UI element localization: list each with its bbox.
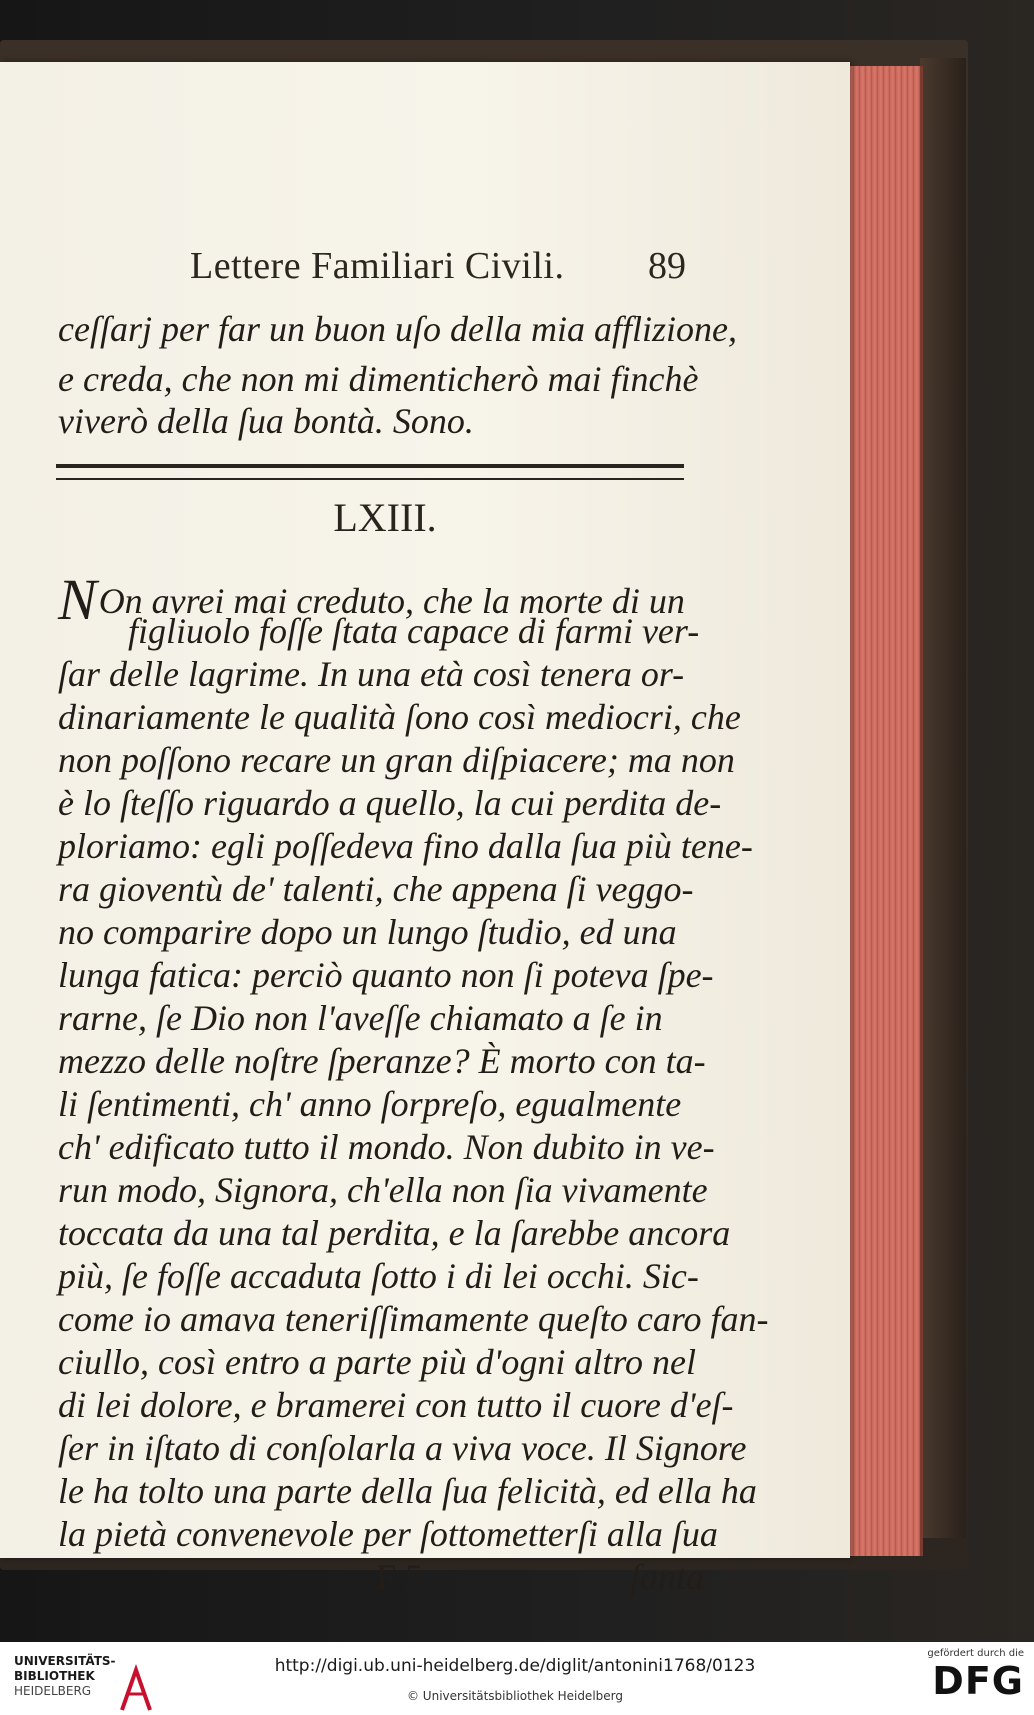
drop-cap: N bbox=[58, 567, 97, 632]
first-line-text: On avrei mai creduto, che la morte di un bbox=[98, 581, 685, 621]
text-line: mezzo delle noſtre ſperanze? È morto con ta- bbox=[58, 1041, 706, 1081]
text-line: come io amava teneriſſimamente queſto caro fan- bbox=[58, 1299, 769, 1339]
signature-mark: F 5 bbox=[376, 1557, 424, 1597]
dfg-logo-icon: DFG bbox=[932, 1659, 1024, 1703]
text-line: figliuolo foſſe ſtata capace di farmi ver- bbox=[128, 611, 700, 651]
book-spine-edge bbox=[920, 58, 966, 1538]
running-head bbox=[0, 244, 850, 294]
logo-text-line: HEIDELBERG bbox=[14, 1684, 92, 1698]
text-line: di lei dolore, e bramerei con tutto il cuore d'eſ- bbox=[58, 1385, 734, 1425]
text-line: li ſentimenti, ch' anno ſorpreſo, egualmente bbox=[58, 1084, 682, 1124]
text-line: ciullo, così entro a parte più d'ogni altro nel bbox=[58, 1342, 696, 1382]
text-line: non poſſono recare un gran diſpiacere; ma non bbox=[58, 740, 735, 780]
text-line: ploriamo: egli poſſedeva fino dalla ſua più tene- bbox=[58, 826, 753, 866]
text-line: rarne, ſe Dio non l'aveſſe chiamato a ſe in bbox=[58, 998, 663, 1038]
text-line: è lo ſteſſo riguardo a quello, la cui perdita de- bbox=[58, 783, 722, 823]
text-line: lunga fatica: perciò quanto non ſi poteva ſpe- bbox=[58, 955, 714, 995]
logo-text-line: BIBLIOTHEK bbox=[14, 1669, 95, 1683]
text-line: ceſſarj per far un buon uſo della mia afflizione, bbox=[58, 309, 737, 349]
text-line: ſar delle lagrime. In una età così tenera or- bbox=[58, 654, 685, 694]
book-page bbox=[0, 62, 850, 1597]
library-logo[interactable] bbox=[14, 1654, 144, 1704]
text-line: run modo, Signora, ch'ella non ſia vivamente bbox=[58, 1170, 708, 1210]
red-page-edges bbox=[848, 66, 923, 1556]
sponsor-text: gefördert durch die bbox=[927, 1648, 1024, 1659]
running-head-title: Lettere Familiari Civili. bbox=[190, 245, 565, 287]
text-line: più, ſe foſſe accaduta ſotto i di lei occhi. Sic- bbox=[58, 1256, 699, 1296]
catchword: ſanta bbox=[630, 1557, 705, 1597]
section-divider bbox=[56, 464, 684, 480]
text-line: no comparire dopo un lungo ſtudio, ed una bbox=[58, 912, 677, 952]
text-line: le ha tolto una parte della ſua felicità, ed ella ha bbox=[58, 1471, 757, 1511]
page-number: 89 bbox=[648, 245, 686, 287]
page-catch-line bbox=[0, 1556, 850, 1606]
text-line: la pietà convenevole per ſottometterſi alla ſua bbox=[58, 1514, 718, 1554]
logo-text-line: UNIVERSITÄTS- bbox=[14, 1654, 116, 1668]
letter-numeral: LXIII. bbox=[333, 495, 437, 540]
text-line: ra gioventù de' talenti, che appena ſi veggo- bbox=[58, 869, 694, 909]
viewer-footer bbox=[0, 1642, 1034, 1715]
text-line: ſer in iſtato di conſolarla a viva voce. Il Signore bbox=[58, 1428, 747, 1468]
text-line: toccata da una tal perdita, e la ſarebbe ancora bbox=[58, 1213, 731, 1253]
permalink-url[interactable]: http://digi.ub.uni-heidelberg.de/diglit/antonini1768/0123 bbox=[274, 1656, 756, 1676]
copyright-notice: © Universitätsbibliothek Heidelberg bbox=[406, 1689, 623, 1703]
text-line: ch' edificato tutto il mondo. Non dubito in ve- bbox=[58, 1127, 715, 1167]
sponsor-block[interactable] bbox=[914, 1648, 1024, 1708]
text-line: e creda, che non mi dimenticherò mai finchè bbox=[58, 359, 699, 399]
text-line: dinariamente le qualità ſono così mediocri, che bbox=[58, 697, 741, 737]
library-emblem-icon bbox=[118, 1664, 154, 1714]
text-line: viverò della ſua bontà. Sono. bbox=[58, 401, 474, 441]
